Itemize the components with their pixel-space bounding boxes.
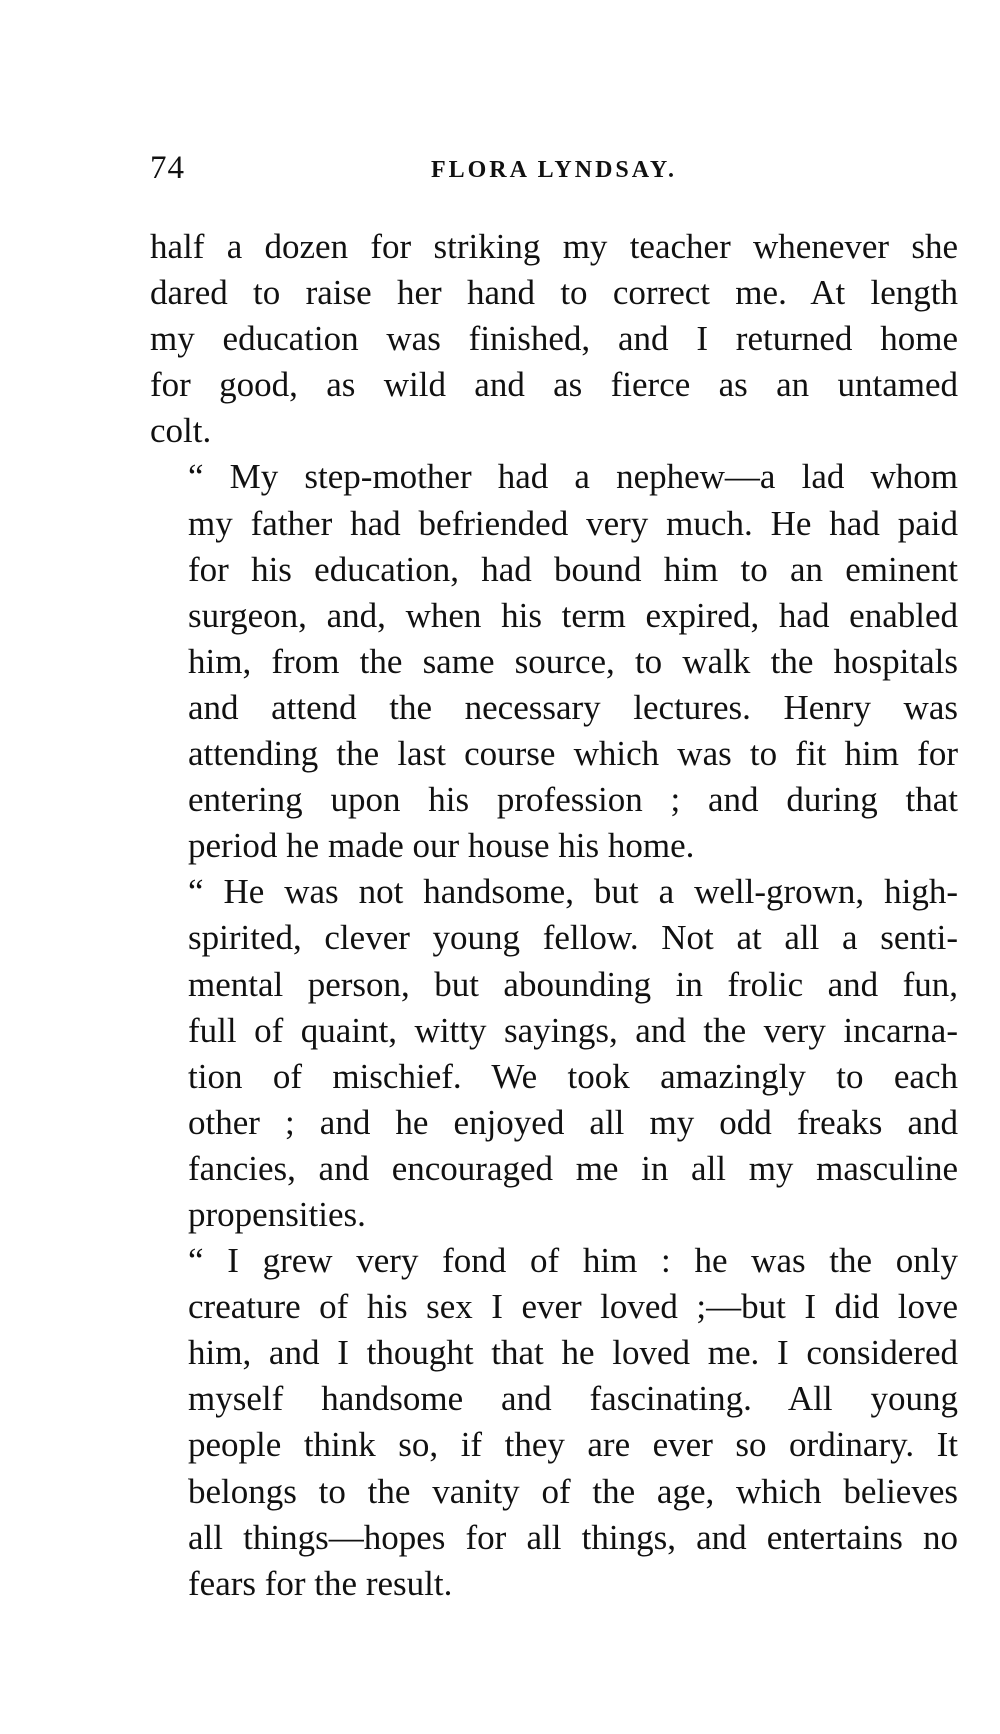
text-line: people think so, if they are ever so ordinary. It bbox=[188, 1425, 958, 1465]
text-line: him, and I thought that he loved me. I considered bbox=[188, 1333, 958, 1373]
text-line: tion of mischief. We took amazingly to each bbox=[188, 1056, 958, 1096]
text-line: belongs to the vanity of the age, which believes bbox=[188, 1471, 958, 1511]
text-line: colt. bbox=[150, 411, 212, 451]
text-line: attending the last course which was to fit him for bbox=[188, 734, 958, 774]
text-line: period he made our house his home. bbox=[188, 826, 695, 866]
text-line: dared to raise her hand to correct me. At length bbox=[150, 273, 958, 313]
text-line: for good, as wild and as fierce as an untamed bbox=[150, 365, 958, 405]
text-line: all things—hopes for all things, and entertains no bbox=[188, 1517, 958, 1557]
text-line: him, from the same source, to walk the hospitals bbox=[188, 641, 958, 681]
text-line: “ My step-mother had a nephew—a lad whom bbox=[188, 457, 958, 497]
text-line: other ; and he enjoyed all my odd freaks and bbox=[188, 1102, 958, 1142]
text-line: for his education, had bound him to an eminent bbox=[188, 549, 958, 589]
page-header bbox=[150, 148, 958, 188]
text-line: my father had befriended very much. He had paid bbox=[188, 503, 958, 543]
paragraph bbox=[150, 1238, 958, 1607]
text-line: spirited, clever young fellow. Not at all a senti- bbox=[188, 918, 958, 958]
page-number: 74 bbox=[150, 150, 185, 186]
text-line: fears for the result. bbox=[188, 1563, 453, 1603]
text-line: and attend the necessary lectures. Henry was bbox=[188, 687, 958, 727]
text-line: creature of his sex I ever loved ;—but I did love bbox=[188, 1287, 958, 1327]
running-title: FLORA LYNDSAY. bbox=[430, 157, 678, 183]
text-line: full of quaint, witty sayings, and the very incarna- bbox=[188, 1010, 958, 1050]
text-line: “ He was not handsome, but a well-grown, high- bbox=[188, 872, 958, 912]
text-line: my education was finished, and I returned home bbox=[150, 319, 958, 359]
text-line: “ I grew very fond of him : he was the only bbox=[188, 1241, 958, 1281]
body-text bbox=[150, 224, 958, 1607]
paragraph bbox=[150, 869, 958, 1238]
text-line: propensities. bbox=[188, 1194, 366, 1234]
text-line: surgeon, and, when his term expired, had enabled bbox=[188, 595, 958, 635]
text-line: entering upon his profession ; and during that bbox=[188, 780, 958, 820]
text-line: half a dozen for striking my teacher whenever she bbox=[150, 227, 958, 266]
text-line: myself handsome and fascinating. All young bbox=[188, 1379, 958, 1419]
paragraph bbox=[150, 454, 958, 869]
paragraph bbox=[150, 224, 958, 454]
text-line: mental person, but abounding in frolic and fun, bbox=[188, 964, 958, 1004]
text-line: fancies, and encouraged me in all my masculine bbox=[188, 1148, 958, 1188]
